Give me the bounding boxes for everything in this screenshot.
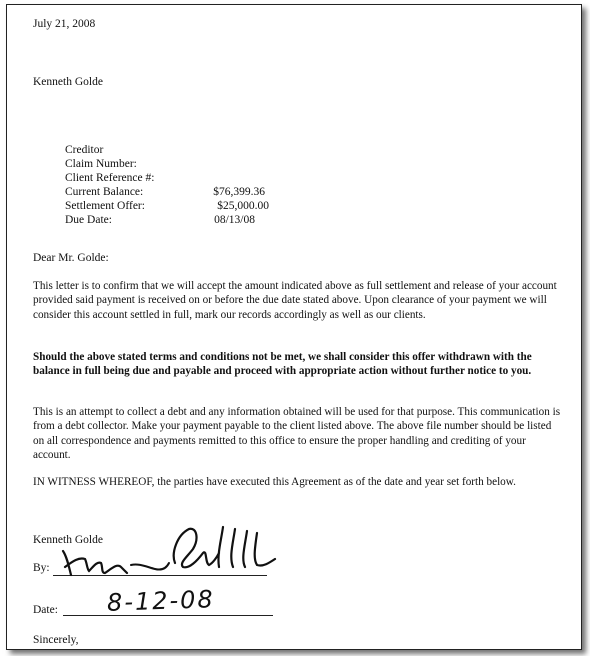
field-value-current-balance: $76,399.36 xyxy=(213,186,265,198)
field-label-creditor: Creditor xyxy=(65,144,104,156)
paragraph-terms-warning: Should the above stated terms and conditions not be met, we shall consider this offer withdrawn with the balance in full being due and payable and proceed with appropriate action without further notice to you. xyxy=(33,351,532,378)
field-label-client-reference: Client Reference #: xyxy=(65,172,155,184)
paragraph-confirmation: This letter is to confirm that we will accept the amount indicated above as full settlement and release of your account provided said payment is received on or before the due date stated above. Upon clearance of your payment we will consider this account settled in full, mark our records accordingly as well as our clients. xyxy=(33,280,557,321)
by-label: By: xyxy=(33,562,50,574)
handwritten-signature xyxy=(57,523,287,581)
paragraph-debt-collector-notice: This is an attempt to collect a debt and any information obtained will be used for that purpose. This communication is from a debt collector. Make your payment payable to the client listed above. The above file number should be listed on all correspondence and payments remitted to this office to ensure the proper handling and crediting of your account. xyxy=(33,406,561,462)
field-label-claim-number: Claim Number: xyxy=(65,158,137,170)
letter-date: July 21, 2008 xyxy=(33,18,96,30)
field-label-due-date: Due Date: xyxy=(65,214,112,226)
field-label-settlement-offer: Settlement Offer: xyxy=(65,200,145,212)
handwritten-date: 8-12-08 xyxy=(106,585,216,617)
date-label: Date: xyxy=(33,604,58,616)
document-page xyxy=(6,4,582,650)
field-label-current-balance: Current Balance: xyxy=(65,186,144,198)
signer-name: Kenneth Golde xyxy=(33,534,103,546)
closing: Sincerely, xyxy=(33,634,79,646)
field-value-settlement-offer: $25,000.00 xyxy=(217,200,269,212)
paragraph-witness-clause: IN WITNESS WHEREOF, the parties have executed this Agreement as of the date and year set forth below. xyxy=(33,476,516,488)
salutation: Dear Mr. Golde: xyxy=(33,252,109,264)
field-value-due-date: 08/13/08 xyxy=(214,214,255,226)
recipient-name: Kenneth Golde xyxy=(33,76,103,88)
date-line xyxy=(63,615,273,616)
